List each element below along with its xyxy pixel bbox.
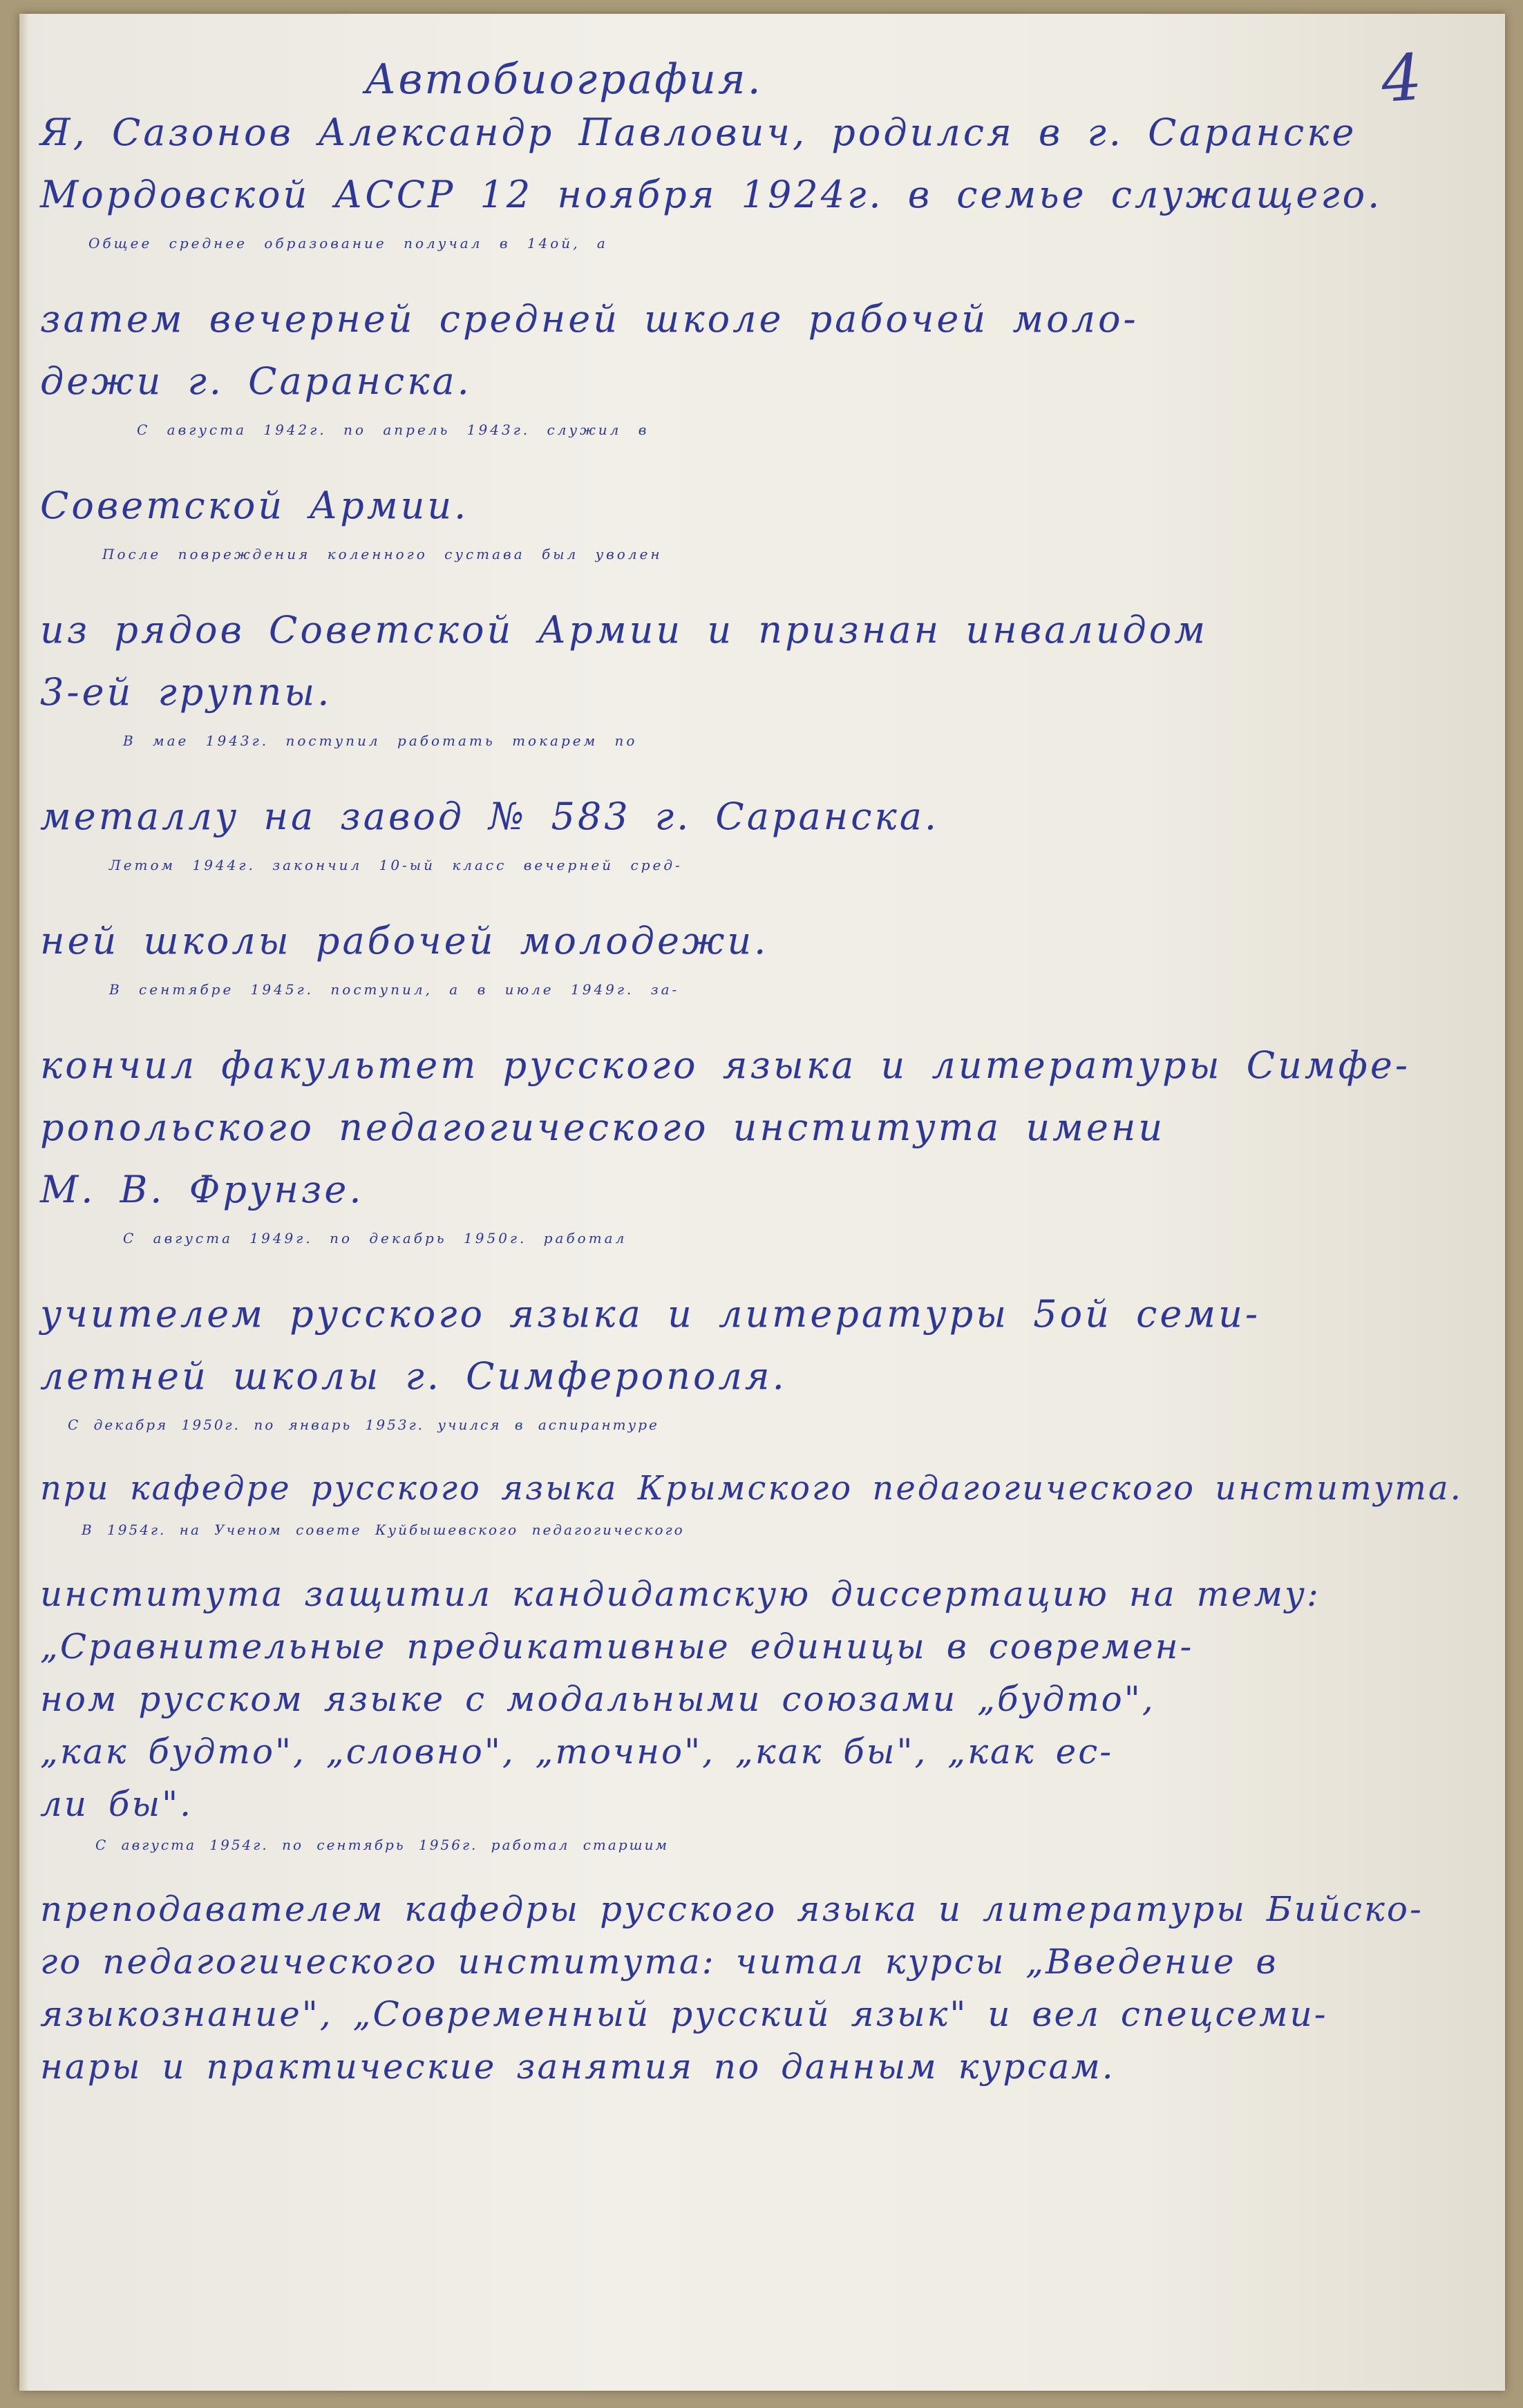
text-line: ропольского педагогического института имени xyxy=(40,1106,1166,1149)
text-line: металлу на завод № 583 г. Саранска. xyxy=(40,795,940,838)
text-line: института защитил кандидатскую диссертацию на тему: xyxy=(40,1574,1321,1614)
text-line: В мае 1943г. поступил работать токарем по xyxy=(123,732,638,749)
text-line: ли бы". xyxy=(40,1784,193,1824)
text-line: 3-ей группы. xyxy=(40,670,332,714)
document-page xyxy=(19,14,1505,2391)
text-line: „Сравнительные предикативные единицы в современ- xyxy=(40,1627,1194,1667)
text-line: Общее среднее образование получал в 14ой, а xyxy=(88,235,608,252)
text-line: В сентябре 1945г. поступил, а в июле 1949г. за- xyxy=(109,981,680,998)
text-line: Летом 1944г. закончил 10-ый класс вечерней сред- xyxy=(109,857,683,873)
text-line: го педагогического института: читал курсы „Введение в xyxy=(40,1942,1278,1982)
text-line: из рядов Советской Армии и признан инвалидом xyxy=(40,608,1209,652)
text-line: нары и практические занятия по данным курсам. xyxy=(40,2047,1115,2087)
text-line: при кафедре русского языка Крымского педагогического института. xyxy=(40,1469,1463,1508)
text-line: С декабря 1950г. по январь 1953г. учился в аспирантуре xyxy=(68,1416,659,1433)
text-line: учителем русского языка и литературы 5ой семи- xyxy=(40,1292,1261,1336)
text-line: ней школы рабочей молодежи. xyxy=(40,919,769,963)
handwritten-text-body xyxy=(40,111,1477,2099)
text-line: ном русском языке с модальными союзами „будто", xyxy=(40,1679,1155,1719)
text-line: В 1954г. на Ученом совете Куйбышевского педагогического xyxy=(82,1521,685,1538)
text-line: Я, Сазонов Александр Павлович, родился в г. Саранске xyxy=(40,111,1357,154)
text-line: затем вечерней средней школе рабочей моло- xyxy=(40,297,1139,341)
text-line: После повреждения коленного сустава был уволен xyxy=(102,546,663,562)
text-line: Мордовской АССР 12 ноября 1924г. в семье служащего. xyxy=(40,173,1383,216)
text-line: С августа 1949г. по декабрь 1950г. работал xyxy=(123,1230,627,1246)
text-line: языкознание", „Современный русский язык" и вел спецсеми- xyxy=(40,1994,1328,2034)
text-line: Советской Армии. xyxy=(40,484,469,527)
text-line: кончил факультет русского языка и литературы Симфе- xyxy=(40,1043,1411,1087)
document-title: Автобиография. xyxy=(365,55,763,104)
text-line: „как будто", „словно", „точно", „как бы", „как ес- xyxy=(40,1732,1114,1772)
text-line: М. В. Фрунзе. xyxy=(40,1168,364,1211)
text-line: дежи г. Саранска. xyxy=(40,359,472,403)
text-line: С августа 1954г. по сентябрь 1956г. работал старшим xyxy=(95,1837,670,1853)
text-line: летней школы г. Симферополя. xyxy=(40,1354,787,1398)
page-number: 4 xyxy=(1379,40,1425,117)
page-margin-shadow xyxy=(19,14,29,2391)
text-line: преподавателем кафедры русского языка и литературы Бийско- xyxy=(40,1889,1423,1929)
text-line: С августа 1942г. по апрель 1943г. служил в xyxy=(137,421,650,438)
